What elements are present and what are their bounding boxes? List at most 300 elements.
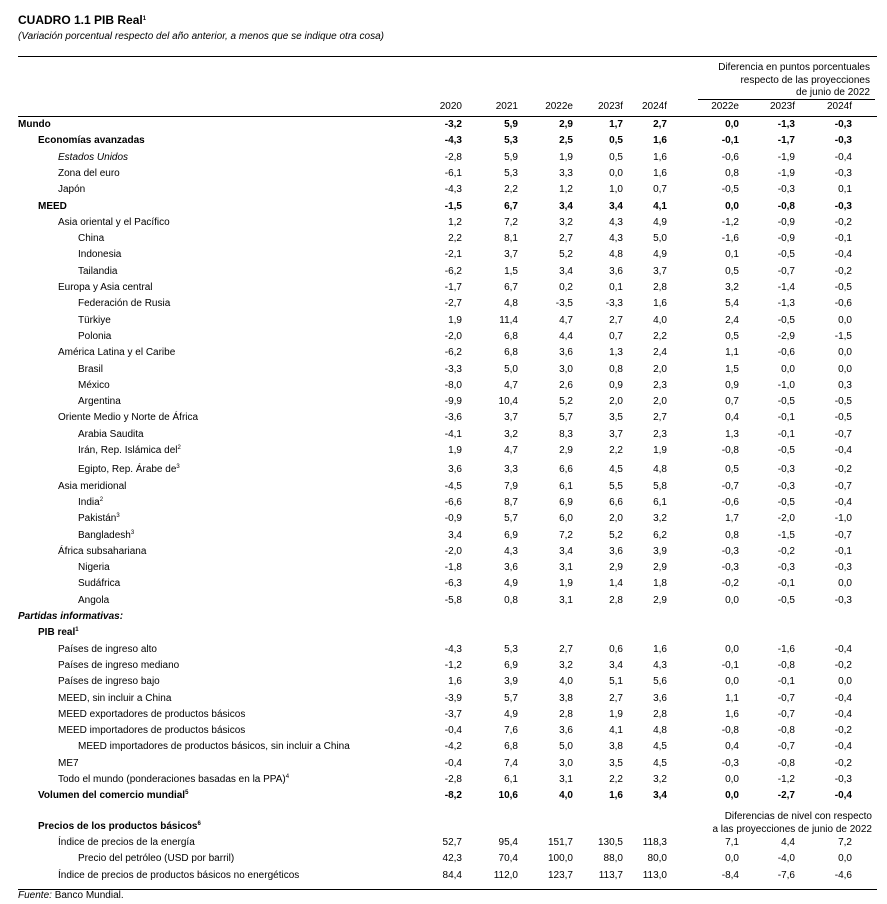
value-cell: 1,3 [609,347,623,359]
row-label-text: Arabia Saudita [78,428,144,440]
value-cell: 6,9 [559,496,573,508]
value-cell: 2,0 [653,396,667,408]
level-diff-header-line: a las proyecciones de junio de 2022 [712,824,872,835]
column-header: 2022e [711,101,739,112]
value-cell: -2,0 [777,513,795,525]
value-cell: 5,7 [559,412,573,424]
value-cell: 5,2 [559,249,573,261]
value-cell: 6,1 [653,496,667,508]
value-cell: -2,8 [444,774,462,785]
row-label-text: Bangladesh [78,529,131,541]
value-cell: 4,7 [559,314,573,326]
value-cell: 5,9 [504,119,518,130]
value-cell: 2,3 [653,379,667,391]
value-cell: 7,2 [838,836,852,848]
table-row [0,660,887,676]
value-cell: 1,3 [725,428,739,440]
value-cell: -1,6 [777,643,795,655]
value-cell: -2,8 [444,151,462,163]
value-cell: 5,3 [504,167,518,179]
value-cell: 3,2 [725,282,739,293]
value-cell: 5,6 [653,676,667,688]
value-cell: 6,6 [559,464,573,476]
row-label [58,660,179,671]
row-label-text: MEED [38,200,67,212]
value-cell: -1,6 [721,233,739,245]
row-label-text: MEED importadores de productos básicos, sin incluir a China [78,741,350,753]
value-cell: 2,0 [653,363,667,375]
value-cell: 4,9 [653,249,667,261]
table-row [0,611,887,627]
value-cell: 1,2 [448,216,462,228]
table-row [0,233,887,249]
table-row [0,578,887,594]
row-label-text: Partidas informativas: [18,611,124,622]
footnote-marker: 3 [130,529,135,536]
column-header: 2023f [769,101,795,112]
value-cell: 6,7 [504,200,518,212]
table-row [0,380,887,396]
value-cell: 4,3 [609,233,623,245]
value-cell: -1,2 [777,774,795,785]
value-cell: 6,9 [504,659,518,671]
value-cell: -0,5 [777,496,795,508]
row-label [58,152,128,163]
table-row [0,513,887,529]
table-row [0,774,887,790]
value-cell: 0,2 [559,282,573,293]
value-cell: 0,1 [609,282,623,293]
row-label-text: Todo el mundo (ponderaciones basadas en la PPA) [58,774,286,785]
table-row [0,201,887,217]
value-cell: -0,4 [834,445,852,456]
value-cell: 113,0 [642,869,667,881]
value-cell: -0,9 [777,233,795,245]
table-row [0,595,887,611]
value-cell: -0,1 [777,412,795,424]
value-cell: -6,2 [444,347,462,359]
value-cell: 6,8 [504,741,518,753]
value-cell: -0,7 [777,708,795,720]
value-cell: -7,6 [777,869,795,881]
value-cell: -2,7 [777,790,795,802]
diff-header [700,62,870,100]
level-diff-header-line: Diferencias de nivel con respecto [724,811,872,822]
table-row [0,331,887,347]
row-label-text: Asia meridional [58,480,127,492]
value-cell: 100,0 [547,853,573,865]
row-label [78,464,180,475]
value-cell: 4,0 [559,676,573,688]
value-cell: 3,2 [559,216,573,228]
row-label [38,627,79,638]
row-label [58,217,170,228]
value-cell: -2,9 [777,330,795,342]
value-cell: -9,9 [444,396,462,408]
value-cell: 4,9 [504,708,518,720]
value-cell: 8,3 [559,428,573,440]
value-cell: 2,8 [653,282,667,293]
value-cell: 0,0 [725,594,739,606]
value-cell: 88,0 [603,853,623,865]
row-label [38,201,67,212]
value-cell: 2,9 [609,562,623,574]
row-label-text: Mundo [18,119,51,130]
row-label [78,364,103,375]
value-cell: -0,6 [721,496,739,508]
footnote-marker: 5 [185,790,189,797]
value-cell: 0,1 [838,184,852,196]
value-cell: 4,4 [559,330,573,342]
value-cell: 1,9 [559,151,573,163]
value-cell: -3,6 [444,412,462,424]
row-label [78,497,103,508]
value-cell: 7,9 [504,480,518,492]
value-cell: 3,5 [609,412,623,424]
row-label [78,562,110,573]
value-cell: -4,0 [777,853,795,865]
row-label [58,693,171,704]
value-cell: 1,6 [448,676,462,688]
value-cell: 2,7 [653,119,667,130]
value-cell: 2,2 [609,445,623,456]
value-cell: 0,5 [725,265,739,277]
value-cell: -6,6 [444,496,462,508]
value-cell: 0,0 [838,347,852,359]
row-label [58,481,126,492]
value-cell: -0,7 [777,265,795,277]
table-row [0,693,887,709]
row-label [18,119,51,130]
value-cell: -0,4 [834,249,852,261]
value-cell: 3,2 [653,774,667,785]
value-cell: 1,6 [653,151,667,163]
value-cell: -0,6 [721,151,739,163]
value-cell: 2,9 [653,562,667,574]
value-cell: 1,7 [725,513,739,525]
table-subtitle: (Variación porcentual respecto del año anterior, a menos que se indique otra cosa) [18,31,384,42]
value-cell: 3,9 [504,676,518,688]
table-row [0,853,887,869]
value-cell: -0,4 [834,708,852,720]
value-cell: 7,6 [504,725,518,737]
value-cell: 6,8 [504,330,518,342]
value-cell: -0,3 [777,480,795,492]
value-cell: 0,0 [725,643,739,655]
table-row [0,758,887,774]
value-cell: 2,2 [609,774,623,785]
table-title: CUADRO 1.1 PIB Real$^1$ [18,13,147,27]
value-cell: 11,4 [499,314,518,326]
value-cell: -0,5 [721,184,739,196]
footnote-marker: 3 [176,464,180,471]
value-cell: 2,7 [609,692,623,704]
value-cell: 6,1 [504,774,518,785]
value-cell: 7,2 [504,216,518,228]
value-cell: 6,0 [559,513,573,525]
value-cell: -0,2 [834,464,852,476]
value-cell: -2,0 [444,545,462,557]
value-cell: -1,2 [444,659,462,671]
diff-header-line: Diferencia en puntos porcentuales [718,62,870,73]
row-label-text: Egipto, Rep. Árabe de [78,464,177,476]
value-cell: 8,1 [504,233,518,245]
row-label-text: Nigeria [78,562,110,574]
value-cell: 1,1 [725,347,739,359]
value-cell: -0,3 [721,545,739,557]
value-cell: 2,6 [559,379,573,391]
value-cell: 0,0 [725,200,739,212]
row-label-text: MEED importadores de productos básicos [58,725,246,737]
row-label [78,429,144,440]
value-cell: 0,0 [725,853,739,865]
value-cell: -0,5 [777,249,795,261]
value-cell: 4,9 [504,578,518,590]
value-cell: -0,5 [777,445,795,456]
value-cell: 1,6 [725,708,739,720]
value-cell: 5,0 [504,363,518,375]
row-label [78,266,117,277]
value-cell: 5,0 [653,233,667,245]
value-cell: 4,3 [653,659,667,671]
value-cell: 4,7 [504,445,518,456]
value-cell: 5,9 [504,151,518,163]
value-cell: 4,5 [653,757,667,769]
value-cell: -0,7 [834,529,852,541]
row-label-text: Economías avanzadas [38,135,145,147]
column-header: 2021 [495,101,518,112]
value-cell: 2,9 [559,445,573,456]
value-cell: 2,7 [609,314,623,326]
value-cell: 3,2 [653,513,667,525]
value-cell: 5,0 [559,741,573,753]
value-cell: 4,3 [609,216,623,228]
value-cell: 2,8 [653,708,667,720]
value-cell: 113,7 [598,869,623,881]
value-cell: -1,5 [444,200,462,212]
value-cell: 0,0 [838,676,852,688]
footnote-marker: 2 [99,496,104,503]
value-cell: 8,7 [504,496,518,508]
value-cell: -1,7 [777,135,795,147]
value-cell: 1,6 [653,643,667,655]
value-cell: -6,3 [444,578,462,590]
value-cell: 0,0 [725,119,739,130]
value-cell: -0,3 [834,135,852,147]
value-cell: 4,8 [653,725,667,737]
value-cell: -6,1 [444,167,462,179]
value-cell: 4,3 [504,545,518,557]
row-label-text: India [78,496,100,508]
value-cell: 0,9 [609,379,623,391]
value-cell: 4,5 [609,464,623,476]
value-cell: 95,4 [498,836,518,848]
value-cell: 5,2 [559,396,573,408]
value-cell: 3,8 [559,692,573,704]
value-cell: -1,9 [777,167,795,179]
row-label [58,184,85,195]
value-cell: 3,7 [504,249,518,261]
table-row [0,481,887,497]
value-cell: -0,1 [721,659,739,671]
value-cell: -0,8 [777,757,795,769]
value-cell: 5,5 [609,480,623,492]
row-label [78,396,121,407]
value-cell: 3,1 [559,774,573,785]
value-cell: -0,2 [834,265,852,277]
footnote-marker: 2 [177,445,181,451]
value-cell: 3,6 [653,692,667,704]
row-label [58,347,175,358]
value-cell: 3,5 [609,757,623,769]
value-cell: -0,1 [777,578,795,590]
value-cell: 1,8 [653,578,667,590]
value-cell: -0,8 [721,725,739,737]
value-cell: 0,5 [609,151,623,163]
row-label-text: Brasil [78,363,104,375]
value-cell: 7,2 [559,529,573,541]
value-cell: 3,6 [559,725,573,737]
value-cell: -0,3 [834,119,852,130]
row-label [78,380,110,391]
table-row [0,870,887,886]
value-cell: 0,1 [725,249,739,261]
value-cell: -0,8 [777,200,795,212]
value-cell: 84,4 [442,869,462,881]
row-label [58,709,245,720]
row-label-text: Países de ingreso mediano [58,659,180,671]
column-header: 2023f [597,101,623,112]
value-cell: -0,4 [834,151,852,163]
column-header: 2022e [545,101,573,112]
table-row [0,298,887,314]
value-cell: -4,2 [444,741,462,753]
value-cell: 0,5 [725,330,739,342]
value-cell: 5,8 [653,480,667,492]
value-cell: -1,0 [777,379,795,391]
value-cell: -5,8 [444,594,462,606]
value-cell: -0,6 [834,298,852,310]
diff-header-rule [698,99,875,100]
table-row [0,152,887,168]
table-row [0,412,887,428]
value-cell: 1,1 [725,692,739,704]
row-label [58,725,245,736]
value-cell: -0,5 [777,594,795,606]
value-cell: 0,8 [609,363,623,375]
value-cell: -4,3 [444,643,462,655]
value-cell: 6,8 [504,347,518,359]
value-cell: 10,6 [498,790,518,802]
value-cell: 3,6 [448,464,462,476]
value-cell: -1,8 [444,562,462,574]
value-cell: 0,0 [725,676,739,688]
value-cell: 2,4 [725,314,739,326]
value-cell: 6,2 [653,529,667,541]
value-cell: -0,1 [834,233,852,245]
value-cell: 3,6 [559,347,573,359]
value-cell: 42,3 [442,853,462,865]
value-cell: -0,1 [721,135,739,147]
row-label-text: Irán, Rep. Islámica del [78,445,178,456]
value-cell: 0,0 [781,363,795,375]
value-cell: -4,3 [444,135,462,147]
value-cell: 2,3 [653,428,667,440]
value-cell: 112,0 [493,869,518,881]
value-cell: 1,6 [653,135,667,147]
value-cell: 0,6 [609,643,623,655]
table-row [0,562,887,578]
table-row [0,429,887,445]
row-label [58,870,299,881]
row-label-text: MEED exportadores de productos básicos [58,708,246,720]
value-cell: -8,4 [721,869,739,881]
value-cell: 2,7 [559,233,573,245]
value-cell: 0,9 [725,379,739,391]
value-cell: -0,4 [834,692,852,704]
value-cell: 3,4 [559,265,573,277]
value-cell: 6,7 [504,282,518,293]
row-label [58,412,198,423]
value-cell: 0,8 [725,167,739,179]
value-cell: -0,3 [834,200,852,212]
row-label [58,168,120,179]
value-cell: -3,5 [555,298,573,310]
row-label-text: Precio del petróleo (USD por barril) [78,853,235,865]
value-cell: 3,4 [559,200,573,212]
value-cell: 1,5 [725,363,739,375]
row-label [78,853,234,864]
row-label-text: Índice de precios de productos básicos no energéticos [58,869,300,881]
value-cell: -0,2 [834,216,852,228]
value-cell: -1,5 [777,529,795,541]
value-cell: 0,0 [725,790,739,802]
value-cell: 10,4 [498,396,518,408]
table-row [0,168,887,184]
value-cell: 2,7 [559,643,573,655]
value-cell: 0,7 [653,184,667,196]
row-label-text: Estados Unidos [58,151,129,163]
value-cell: -0,7 [834,480,852,492]
value-cell: 2,8 [559,708,573,720]
value-cell: -0,2 [834,725,852,737]
row-label-text: Argentina [78,396,121,408]
value-cell: -1,3 [777,119,795,130]
value-cell: -0,2 [721,578,739,590]
row-label [78,315,111,326]
value-cell: -0,3 [721,757,739,769]
value-cell: 6,1 [559,480,573,492]
value-cell: -0,4 [834,790,852,802]
value-cell: -3,3 [605,298,623,310]
table-row [0,347,887,363]
value-cell: -0,3 [721,562,739,574]
value-cell: -0,3 [834,774,852,785]
row-label-text: Volumen del comercio mundial [38,790,186,802]
value-cell: 3,7 [609,428,623,440]
table-row [0,184,887,200]
value-cell: -0,8 [721,445,739,456]
value-cell: 151,7 [547,836,573,848]
table-row [0,135,887,151]
value-cell: 130,5 [597,836,623,848]
value-cell: 3,7 [504,412,518,424]
source-note: Fuente: Banco Mundial. [18,890,124,901]
value-cell: -0,9 [777,216,795,228]
row-label [78,249,121,260]
value-cell: -3,3 [444,363,462,375]
table-row [0,837,887,853]
